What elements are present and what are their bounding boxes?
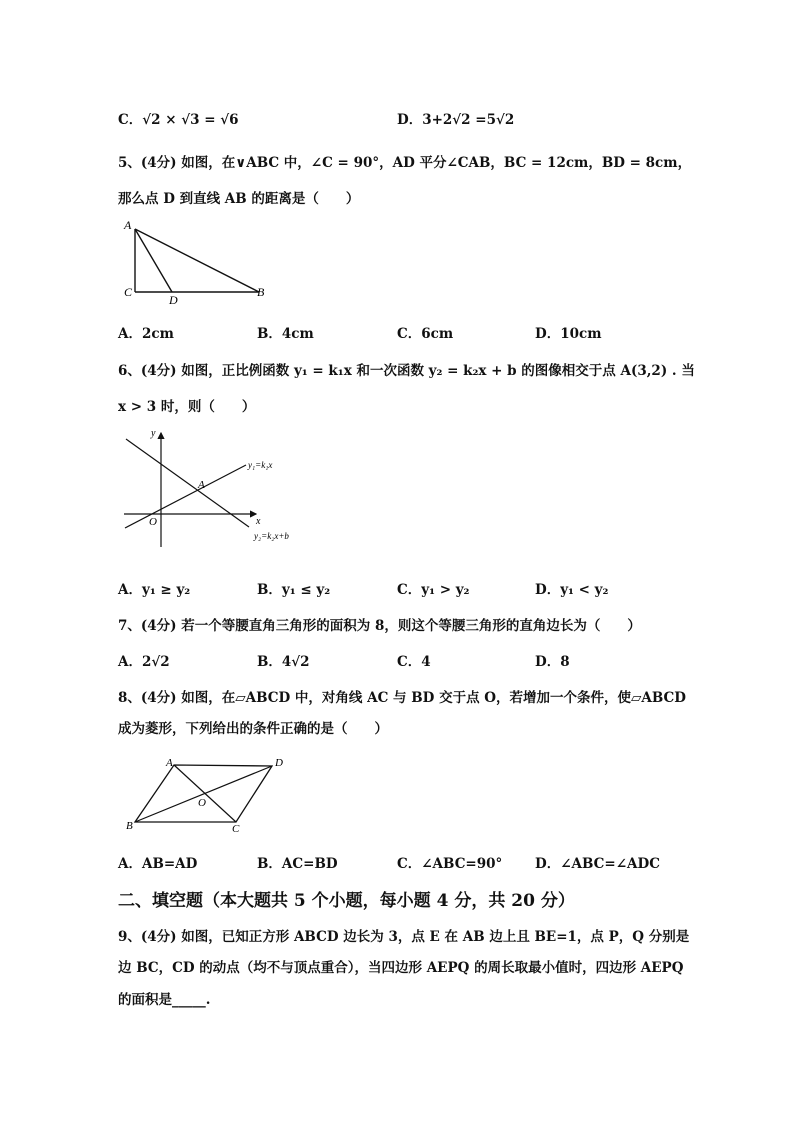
q8-label-b: B	[126, 820, 133, 832]
q8-diagonal-bd	[135, 766, 272, 822]
q8-option-b[interactable]: B．AC=BD	[257, 856, 338, 872]
q8-label-d: D	[275, 757, 283, 769]
q5-stem-line1: 5、(4分) 如图，在∨ABC 中，∠C = 90°，AD 平分∠CAB，BC = 12cm，BD = 8cm，	[118, 155, 692, 171]
q6-stem-line1: 6、(4分) 如图，正比例函数 y₁ = k₁x 和一次函数 y₂ = k₂x + b 的图像相交于点 A(3,2) . 当	[118, 363, 695, 379]
q7-stem: 7、(4分) 若一个等腰直角三角形的面积为 8，则这个等腰三角形的直角边长为（ ）	[118, 618, 641, 634]
q5-label-b: B	[257, 285, 265, 299]
q5-triangle-figure	[118, 218, 278, 308]
q8-stem-line1: 8、(4分) 如图，在▱ABCD 中，对角线 AC 与 BD 交于点 O，若增加一个条件，使▱ABCD	[118, 690, 686, 706]
q8-label-c: C	[232, 823, 240, 835]
q8-label-o: O	[198, 797, 206, 809]
q5-stem-line2: 那么点 D 到直线 AB 的距离是（ ）	[118, 191, 360, 207]
q6-option-b[interactable]: B．y₁ ≤ y₂	[257, 582, 331, 598]
q5-option-c[interactable]: C．6cm	[397, 326, 454, 342]
q4-option-c[interactable]: C．√2 × √3 = √6	[118, 112, 239, 128]
q8-option-d[interactable]: D．∠ABC=∠ADC	[535, 856, 660, 872]
q6-line-y1	[125, 465, 246, 528]
q5-label-c: C	[124, 285, 133, 299]
q6-label-y1: y₁=k₁x	[248, 460, 273, 470]
q8-option-a[interactable]: A．AB=AD	[118, 856, 198, 872]
q8-option-c[interactable]: C．∠ABC=90°	[397, 856, 503, 872]
q6-function-graph	[118, 425, 318, 555]
q8-parallelogram-figure	[118, 752, 298, 837]
q6-option-c[interactable]: C．y₁ > y₂	[397, 582, 470, 598]
q9-stem-line3: 的面积是_____.	[118, 992, 211, 1008]
q7-option-a[interactable]: A．2√2	[118, 654, 170, 670]
q5-label-d: D	[169, 293, 178, 307]
q8-stem-line2: 成为菱形，下列给出的条件正确的是（ ）	[118, 721, 388, 737]
q7-option-c[interactable]: C．4	[397, 654, 431, 670]
q8-label-a: A	[166, 757, 173, 769]
q7-option-d[interactable]: D．8	[535, 654, 570, 670]
section-2-heading: 二、填空题（本大题共 5 个小题，每小题 4 分，共 20 分）	[118, 891, 575, 911]
q6-label-y-axis: y	[151, 428, 156, 439]
q6-label-y2: y₂=k₂x+b	[254, 531, 289, 541]
q6-option-a[interactable]: A．y₁ ≥ y₂	[118, 582, 191, 598]
q7-option-b[interactable]: B．4√2	[257, 654, 310, 670]
q5-label-a: A	[124, 218, 132, 232]
q5-option-b[interactable]: B．4cm	[257, 326, 314, 342]
q6-label-point-a: A	[198, 479, 205, 491]
q9-stem-line2: 边 BC，CD 的动点（均不与顶点重合），当四边形 AEPQ 的周长取最小值时，四边形 AEPQ	[118, 960, 684, 976]
q6-label-x-axis: x	[256, 516, 261, 527]
q6-option-d[interactable]: D．y₁ < y₂	[535, 582, 609, 598]
q6-label-origin: O	[149, 516, 157, 528]
q9-stem-line1: 9、(4分) 如图，已知正方形 ABCD 边长为 3，点 E 在 AB 边上且 BE=1，点 P，Q 分别是	[118, 929, 690, 945]
q5-option-a[interactable]: A．2cm	[118, 326, 174, 342]
q6-stem-line2: x > 3 时，则（ ）	[118, 399, 256, 415]
q4-option-d[interactable]: D．3+2√2 =5√2	[397, 112, 515, 128]
q5-option-d[interactable]: D．10cm	[535, 326, 602, 342]
